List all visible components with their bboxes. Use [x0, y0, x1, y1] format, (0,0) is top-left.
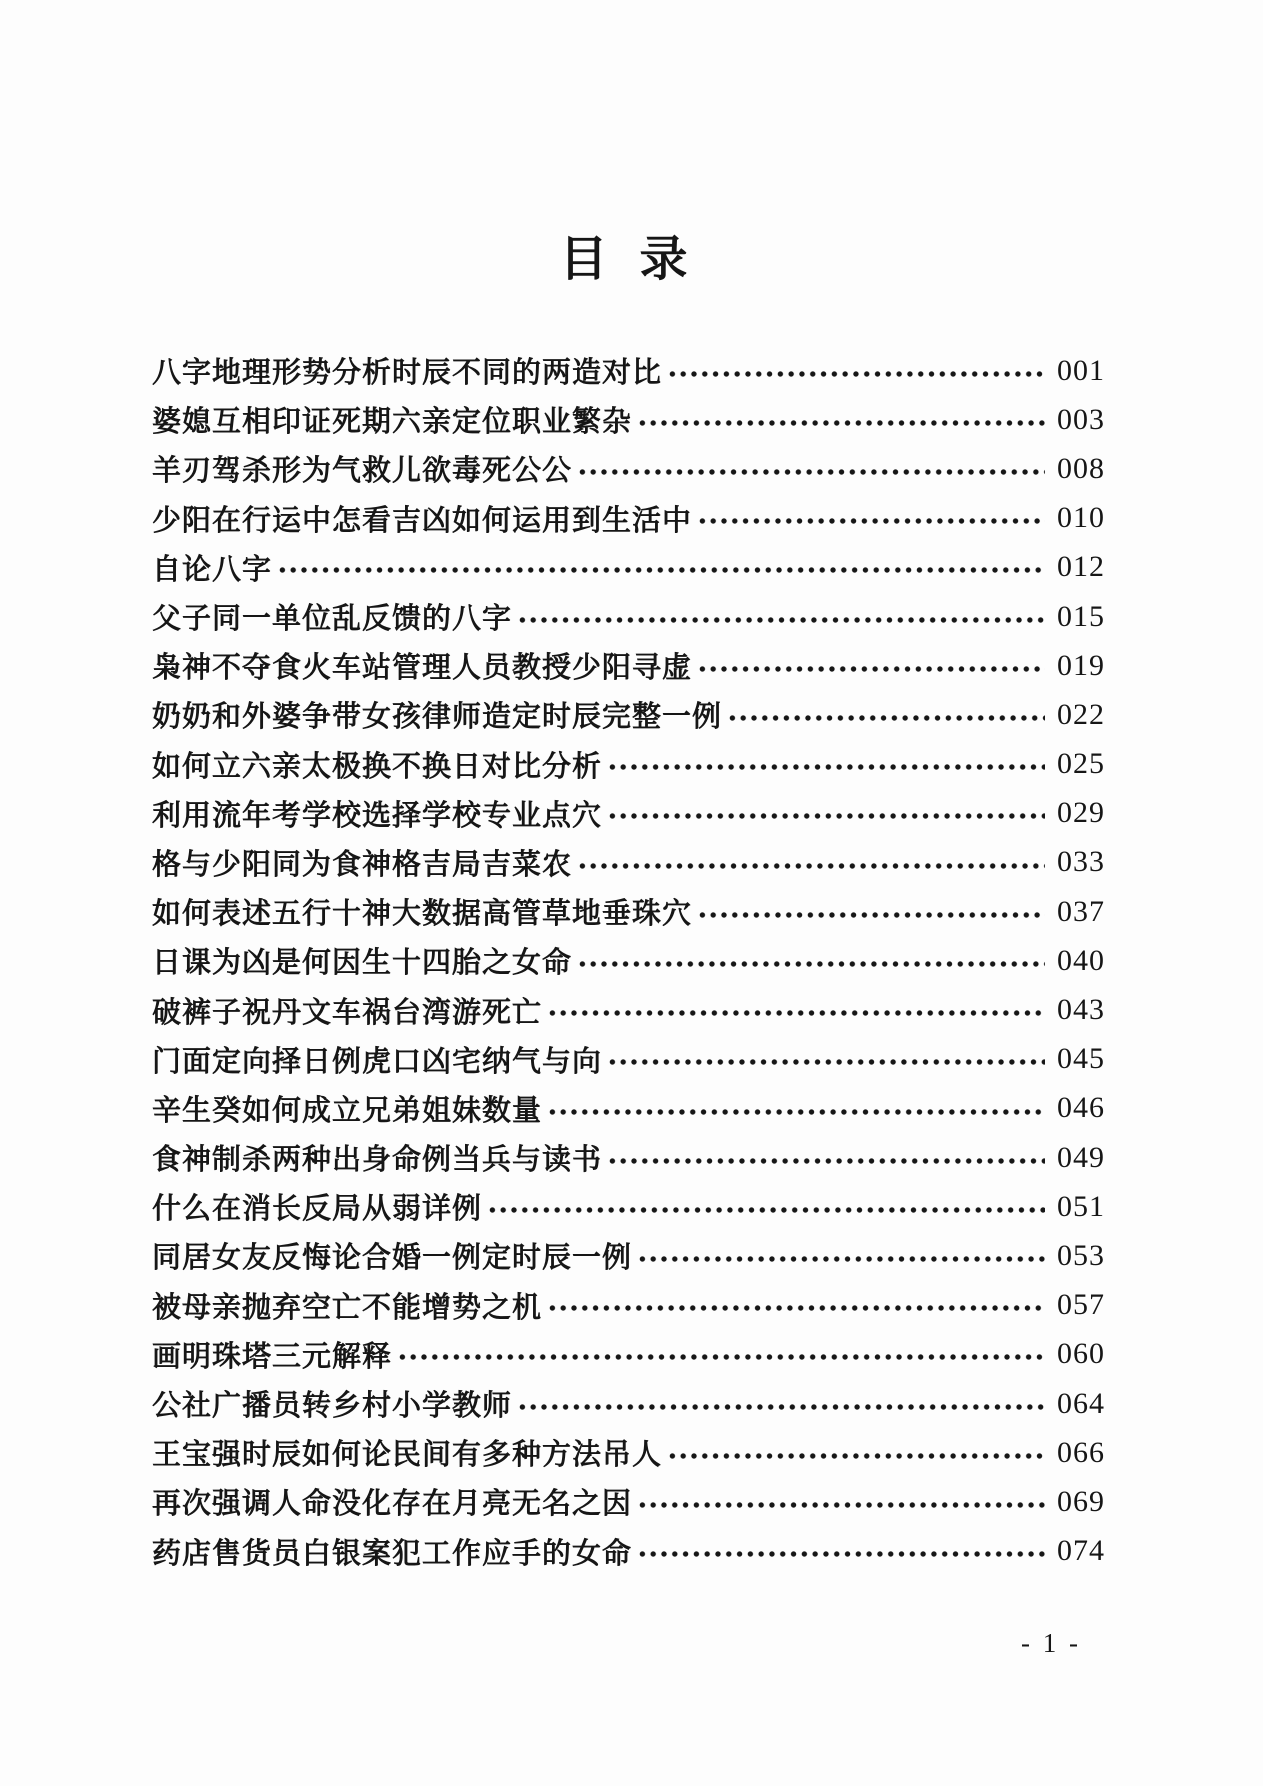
- dot-leader: [605, 1035, 1045, 1084]
- toc-entry: [152, 1035, 1105, 1084]
- toc-entry: [152, 838, 1105, 887]
- toc-entry-title: 如何表述五行十神大数据高管草地垂珠穴: [152, 898, 693, 931]
- toc-entry-page: 019: [1057, 648, 1105, 682]
- toc-entry-title: 奶奶和外婆争带女孩律师造定时辰完整一例: [152, 701, 723, 734]
- toc-entry-page: 015: [1057, 599, 1105, 633]
- toc-entry: [152, 1330, 1105, 1379]
- toc-entry-page: 049: [1057, 1140, 1105, 1174]
- toc-entry: [152, 1231, 1105, 1280]
- toc-entry-page: 010: [1057, 501, 1105, 535]
- dot-leader: [665, 1428, 1045, 1477]
- dot-leader: [605, 740, 1045, 789]
- toc-entry-page: 060: [1057, 1337, 1105, 1371]
- dot-leader: [575, 444, 1045, 493]
- dot-leader: [635, 1231, 1045, 1280]
- toc-entry: [152, 740, 1105, 789]
- toc-entry: [152, 1281, 1105, 1330]
- toc-entry: [152, 1428, 1105, 1477]
- toc-entry-page: 037: [1057, 894, 1105, 928]
- toc-entry-title: 被母亲抛弃空亡不能增势之机: [152, 1291, 543, 1324]
- dot-leader: [575, 838, 1045, 887]
- toc-entry-title: 日课为凶是何因生十四胎之女命: [152, 947, 573, 980]
- toc-entry-title: 自论八字: [152, 553, 273, 586]
- toc-entry-page: 043: [1057, 993, 1105, 1027]
- toc-entry: [152, 592, 1105, 641]
- toc-entry-title: 利用流年考学校选择学校专业点穴: [152, 799, 603, 832]
- toc-entry: [152, 346, 1105, 395]
- toc-entry-page: 057: [1057, 1288, 1105, 1322]
- toc-entry-title: 画明珠塔三元解释: [152, 1340, 393, 1373]
- page-title: 目 录: [559, 233, 698, 286]
- dot-leader: [695, 494, 1045, 543]
- toc-entry-title: 药店售货员白银案犯工作应手的女命: [152, 1537, 633, 1570]
- toc-entry-page: 074: [1057, 1534, 1105, 1568]
- toc-entry-page: 053: [1057, 1238, 1105, 1272]
- toc-entry-page: 064: [1057, 1386, 1105, 1420]
- dot-leader: [545, 985, 1045, 1034]
- toc-entry-page: 045: [1057, 1042, 1105, 1076]
- toc-entry: [152, 641, 1105, 690]
- toc-entry-title: 婆媳互相印证死期六亲定位职业繁杂: [152, 406, 633, 439]
- toc-entry: [152, 543, 1105, 592]
- dot-leader: [725, 690, 1045, 739]
- toc-entry-title: 羊刃驾杀形为气救儿欲毒死公公: [152, 455, 573, 488]
- toc-list: [152, 346, 1105, 1576]
- toc-entry-page: 003: [1057, 402, 1105, 436]
- toc-entry-title: 什么在消长反局从弱详例: [152, 1193, 483, 1226]
- toc-entry-title: 食神制杀两种出身命例当兵与读书: [152, 1144, 603, 1177]
- dot-leader: [635, 1527, 1045, 1576]
- toc-entry: [152, 936, 1105, 985]
- dot-leader: [395, 1330, 1045, 1379]
- toc-entry-page: 051: [1057, 1189, 1105, 1223]
- dot-leader: [545, 1281, 1045, 1330]
- dot-leader: [605, 1133, 1045, 1182]
- dot-leader: [515, 592, 1045, 641]
- dot-leader: [665, 346, 1045, 395]
- toc-entry: [152, 444, 1105, 493]
- toc-entry-title: 少阳在行运中怎看吉凶如何运用到生活中: [152, 504, 693, 537]
- toc-entry-title: 门面定向择日例虎口凶宅纳气与向: [152, 1045, 603, 1078]
- toc-entry-page: 046: [1057, 1091, 1105, 1125]
- dot-leader: [485, 1182, 1045, 1231]
- dot-leader: [605, 789, 1045, 838]
- dot-leader: [515, 1379, 1045, 1428]
- toc-entry-title: 父子同一单位乱反馈的八字: [152, 603, 513, 636]
- dot-leader: [695, 641, 1045, 690]
- toc-entry-title: 八字地理形势分析时辰不同的两造对比: [152, 357, 663, 390]
- toc-entry-title: 格与少阳同为食神格吉局吉菜农: [152, 848, 573, 881]
- toc-entry-title: 公社广播员转乡村小学教师: [152, 1390, 513, 1423]
- dot-leader: [635, 395, 1045, 444]
- toc-entry: [152, 1527, 1105, 1576]
- dot-leader: [575, 936, 1045, 985]
- toc-entry-page: 033: [1057, 845, 1105, 879]
- toc-entry-title: 辛生癸如何成立兄弟姐妹数量: [152, 1094, 543, 1127]
- toc-entry-title: 同居女友反悔论合婚一例定时辰一例: [152, 1242, 633, 1275]
- dot-leader: [545, 1084, 1045, 1133]
- toc-entry: [152, 1182, 1105, 1231]
- toc-entry-title: 破裤子祝丹文车祸台湾游死亡: [152, 996, 543, 1029]
- toc-entry-page: 025: [1057, 747, 1105, 781]
- toc-entry: [152, 1133, 1105, 1182]
- toc-entry: [152, 1084, 1105, 1133]
- toc-entry-title: 枭神不夺食火车站管理人员教授少阳寻虚: [152, 652, 693, 685]
- toc-entry-page: 066: [1057, 1435, 1105, 1469]
- toc-entry: [152, 395, 1105, 444]
- page-number-footer: - 1 -: [1021, 1627, 1081, 1658]
- toc-entry: [152, 887, 1105, 936]
- toc-entry: [152, 789, 1105, 838]
- toc-entry-title: 王宝强时辰如何论民间有多种方法吊人: [152, 1439, 663, 1472]
- dot-leader: [635, 1477, 1045, 1526]
- toc-entry-title: 如何立六亲太极换不换日对比分析: [152, 750, 603, 783]
- toc-entry-page: 069: [1057, 1484, 1105, 1518]
- dot-leader: [695, 887, 1045, 936]
- toc-entry-page: 008: [1057, 451, 1105, 485]
- toc-entry: [152, 1379, 1105, 1428]
- toc-entry-page: 012: [1057, 550, 1105, 584]
- toc-entry-page: 029: [1057, 796, 1105, 830]
- toc-entry-page: 022: [1057, 697, 1105, 731]
- toc-entry-page: 001: [1057, 353, 1105, 387]
- toc-entry: [152, 1477, 1105, 1526]
- toc-entry: [152, 494, 1105, 543]
- toc-entry-title: 再次强调人命没化存在月亮无名之因: [152, 1488, 633, 1521]
- toc-entry: [152, 690, 1105, 739]
- toc-entry: [152, 985, 1105, 1034]
- toc-entry-page: 040: [1057, 943, 1105, 977]
- dot-leader: [275, 543, 1045, 592]
